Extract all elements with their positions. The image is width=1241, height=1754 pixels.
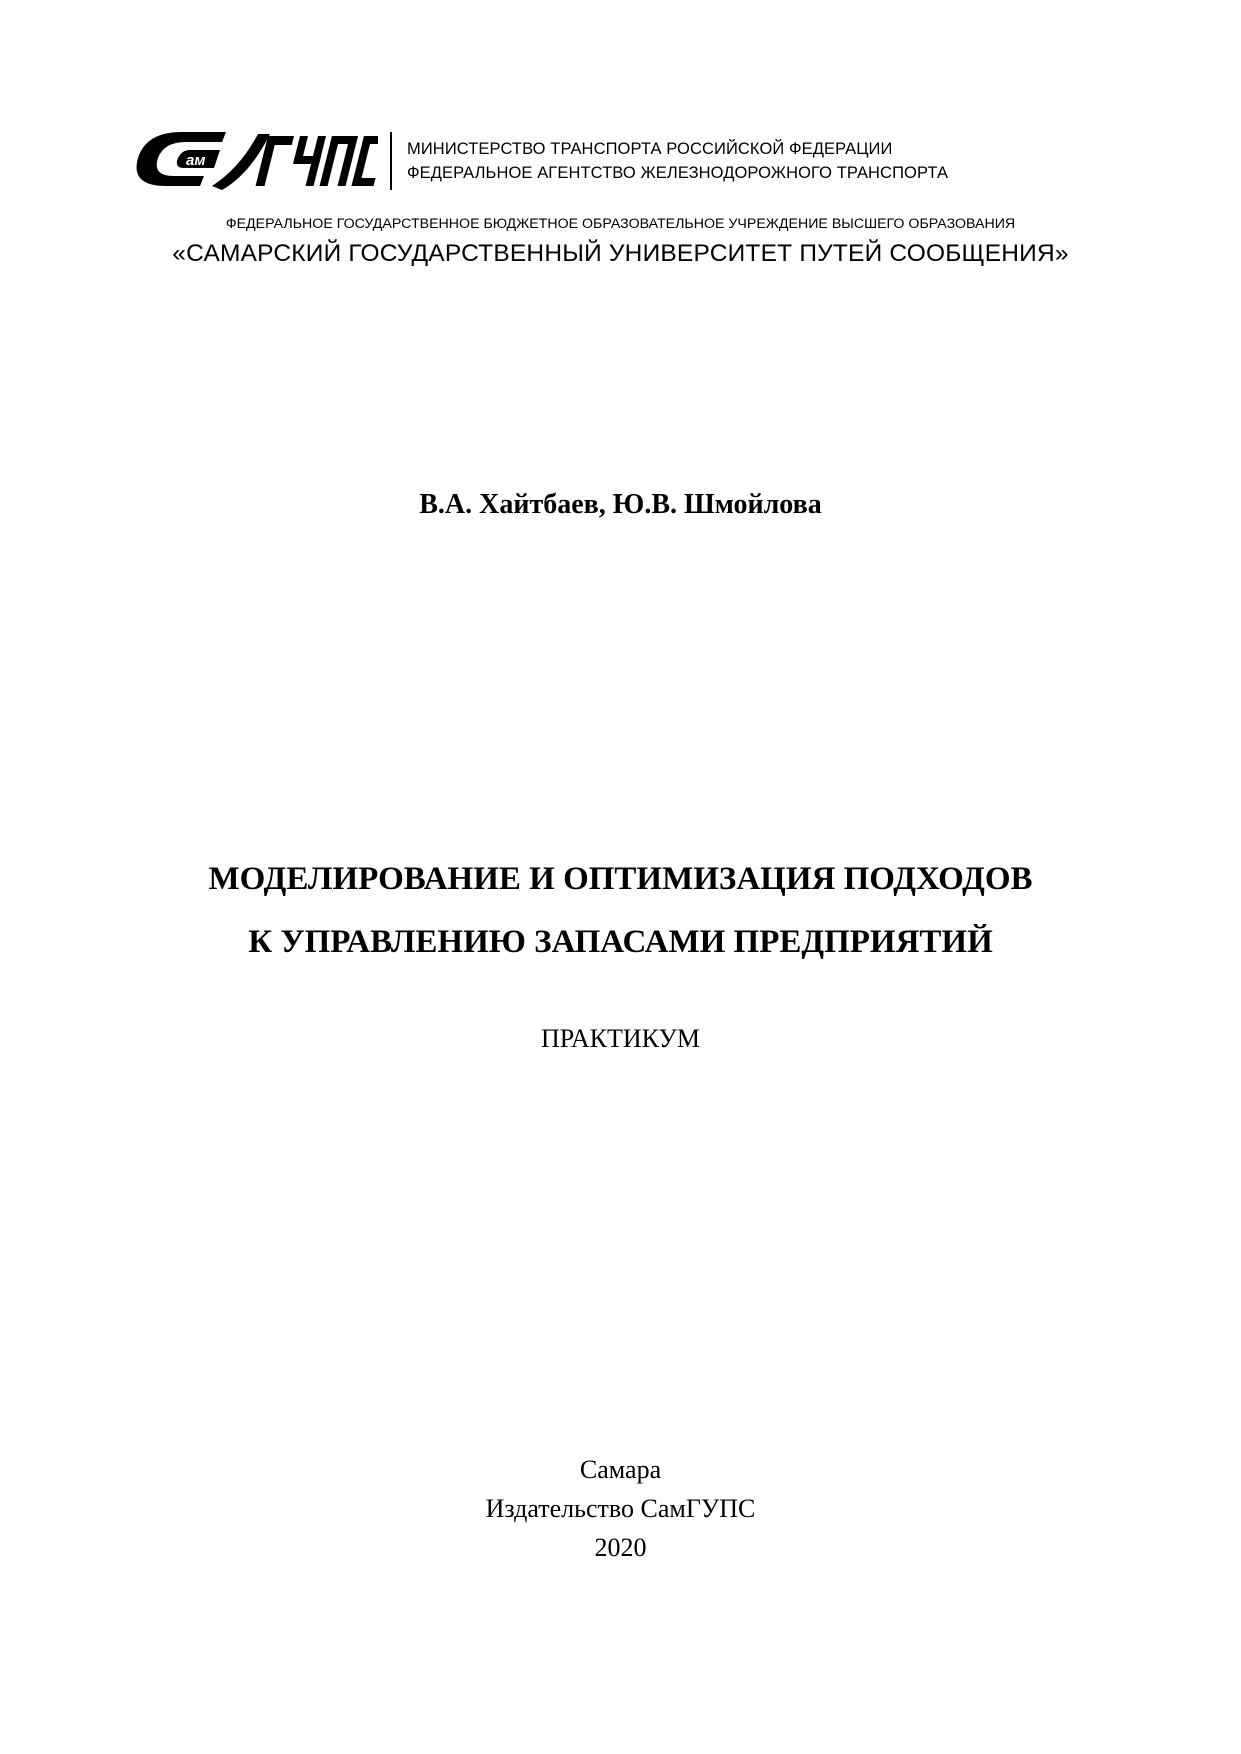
imprint-year: 2020 bbox=[594, 1533, 647, 1562]
institution-type: ФЕДЕРАЛЬНОЕ ГОСУДАРСТВЕННОЕ БЮДЖЕТНОЕ ОБРАЗОВАТЕЛЬНОЕ УЧРЕЖДЕНИЕ ВЫСШЕГО ОБРАЗОВАНИЯ bbox=[225, 216, 1016, 232]
institution-name: «САМАРСКИЙ ГОСУДАРСТВЕННЫЙ УНИВЕРСИТЕТ ПУТЕЙ СООБЩЕНИЯ» bbox=[172, 240, 1069, 267]
imprint bbox=[0, 1450, 1241, 1567]
title-line-1: МОДЕЛИРОВАНИЕ И ОПТИМИЗАЦИЯ ПОДХОДОВ bbox=[208, 861, 1033, 897]
agency-name: ФЕДЕРАЛЬНОЕ АГЕНТСТВО ЖЕЛЕЗНОДОРОЖНОГО ТРАНСПОРТА bbox=[407, 164, 949, 182]
header bbox=[130, 128, 948, 194]
ministry-block bbox=[407, 137, 948, 185]
book-subtitle: ПРАКТИКУМ bbox=[540, 1024, 701, 1053]
authors: В.А. Хайтбаев, Ю.В. Шмойлова bbox=[419, 489, 822, 520]
imprint-publisher: Издательство СамГУПС bbox=[485, 1494, 756, 1523]
ministry-name: МИНИСТЕРСТВО ТРАНСПОРТА РОССИЙСКОЙ ФЕДЕРАЦИИ bbox=[407, 140, 893, 158]
title-line-2: К УПРАВЛЕНИЮ ЗАПАСАМИ ПРЕДПРИЯТИЙ bbox=[248, 924, 993, 960]
svg-text:ам: ам bbox=[186, 152, 206, 169]
book-title bbox=[0, 848, 1241, 974]
samgups-logo-icon bbox=[130, 128, 378, 194]
imprint-city: Самара bbox=[579, 1455, 662, 1484]
logo-divider bbox=[390, 132, 392, 190]
